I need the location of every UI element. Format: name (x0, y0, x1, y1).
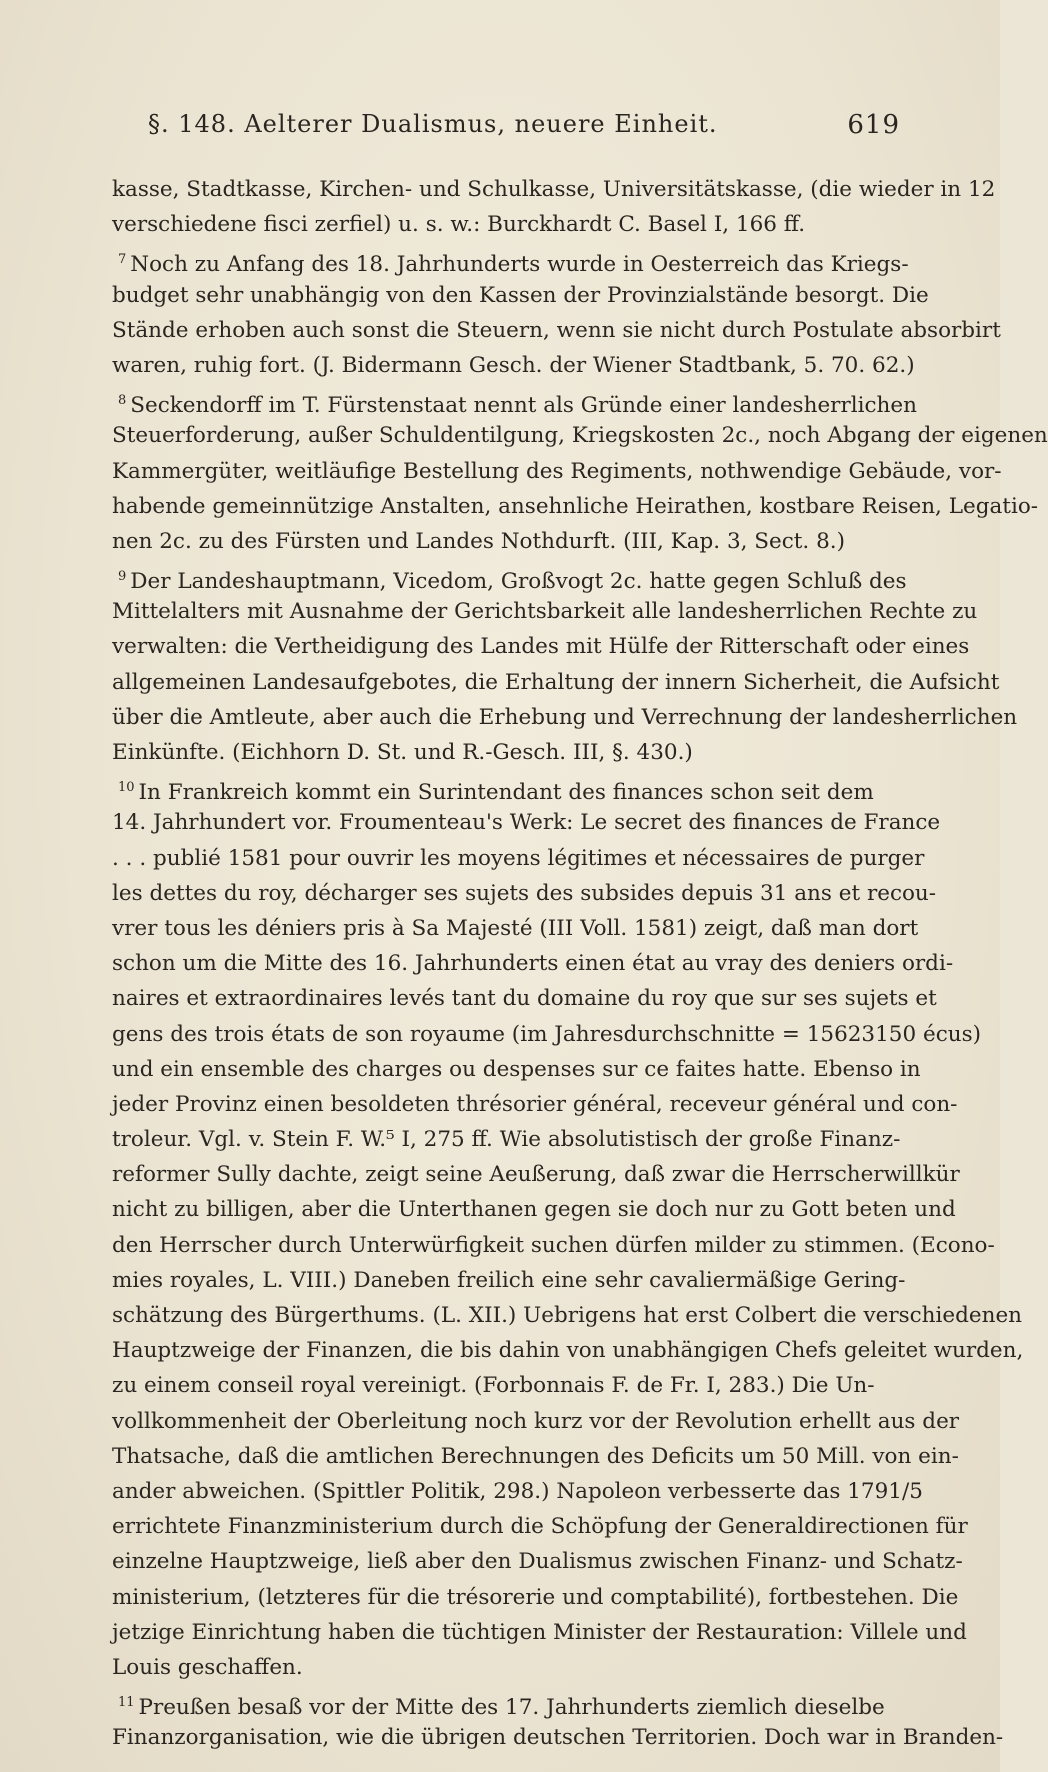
footnote-text-body (112, 172, 1048, 1755)
text-line (112, 1192, 956, 1227)
line-text: nicht zu billigen, aber die Unterthanen gegen sie doch nur zu Gott beten und (112, 1197, 956, 1223)
text-line (112, 1017, 982, 1052)
text-line (112, 1439, 959, 1474)
text-line (112, 876, 937, 911)
line-text: Kammergüter, weitläufige Bestellung des Regiments, nothwendige Gebäude, vor- (112, 458, 1002, 484)
line-text: . . . publié 1581 pour ouvrir les moyens légitimes et nécessaires de purger (112, 845, 925, 871)
line-text: In Frankreich kommt ein Surintendant des finances schon seit dem (138, 780, 874, 806)
text-line (112, 911, 919, 946)
line-text: Hauptzweige der Finanzen, die bis dahin von unabhängigen Chefs geleitet wurden, (112, 1338, 1024, 1364)
line-text: nen 2c. zu des Fürsten und Landes Nothdurft. (III, Kap. 3, Sect. 8.) (112, 528, 846, 554)
text-line (112, 805, 941, 840)
text-line (112, 418, 1048, 453)
text-line (112, 629, 970, 664)
footnote-start-line (112, 559, 907, 595)
footnote-start-line (112, 242, 909, 278)
text-line (112, 207, 900, 242)
text-line (112, 348, 915, 383)
line-text: einzelne Hauptzweige, ließ aber den Dualismus zwischen Finanz- und Schatz- (112, 1549, 963, 1575)
footnote-number: 10 (118, 780, 135, 796)
text-line (112, 665, 1000, 700)
line-text: jetzige Einrichtung haben die tüchtigen Minister der Restauration: Villele und (112, 1619, 967, 1645)
line-text: ministerium, (letzteres für die trésorerie und comptabilité), fortbestehen. Die (112, 1584, 959, 1610)
line-text: waren, ruhig fort. (J. Bidermann Gesch. der Wiener Stadtbank, 5. 70. 62.) (112, 352, 915, 378)
text-line (112, 1474, 923, 1509)
line-text: schätzung des Bürgerthums. (L. XII.) Uebrigens hat erst Colbert die verschiedenen (112, 1303, 1023, 1328)
footnote-number: 9 (118, 569, 127, 585)
line-text: jeder Provinz einen besoldeten thrésorier général, receveur général und con- (112, 1091, 958, 1117)
text-line (112, 1720, 1004, 1755)
line-text: 14. Jahrhundert vor. Froumenteau's Werk: Le secret des finances de France (112, 810, 941, 836)
line-text: troleur. Vgl. v. Stein F. W.⁵ I, 275 ff. Wie absolutistisch der große Finanz- (112, 1127, 901, 1153)
text-line (112, 524, 900, 559)
text-line (112, 1298, 1023, 1333)
line-text: Der Landeshauptmann, Vicedom, Großvogt 2c. hatte gegen Schluß des (130, 569, 907, 595)
line-text: reformer Sully dachte, zeigt seine Aeußerung, daß zwar die Herrscherwillkür (112, 1162, 960, 1188)
footnote-number: 7 (118, 252, 127, 268)
page-header (148, 110, 900, 150)
text-line (112, 946, 954, 981)
line-text: les dettes du roy, décharger ses sujets des subsides depuis 31 ans et recou- (112, 880, 937, 906)
text-line (112, 981, 937, 1016)
line-text: allgemeinen Landesaufgebotes, die Erhaltung der innern Sicherheit, die Aufsicht (112, 669, 1000, 695)
line-text: verwalten: die Vertheidigung des Landes mit Hülfe der Ritterschaft oder eines (112, 634, 970, 660)
text-line (112, 1615, 967, 1650)
text-line (112, 1052, 921, 1087)
text-line (112, 1157, 960, 1192)
text-line (112, 1368, 900, 1403)
line-text: Steuerforderung, außer Schuldentilgung, Kriegskosten 2c., noch Abgang der eigenen (112, 423, 1048, 449)
line-text: Einkünfte. (Eichhorn D. St. und R.-Gesch. III, §. 430.) (112, 740, 693, 765)
text-line (112, 489, 1039, 524)
line-text: gens des trois états de son royaume (im Jahresdurchschnitte = 15623150 écus) (112, 1021, 982, 1047)
line-text: zu einem conseil royal vereinigt. (Forbonnais F. de Fr. I, 283.) Die Un- (112, 1373, 875, 1399)
page-number: 619 (847, 110, 900, 140)
line-text: Stände erhoben auch sonst die Steuern, wenn sie nicht durch Postulate absorbirt (112, 317, 1001, 343)
line-text: Louis geschaffen. (112, 1654, 303, 1680)
text-line (112, 1263, 906, 1298)
footnote-number: 8 (118, 393, 127, 409)
line-text: Preußen besaß vor der Mitte des 17. Jahrhunderts ziemlich dieselbe (138, 1695, 885, 1721)
text-line (112, 1122, 900, 1157)
text-line (112, 278, 929, 313)
footnote-start-line (112, 383, 917, 419)
line-text: vollkommenheit der Oberleitung noch kurz vor der Revolution erhellt aus der (112, 1408, 960, 1434)
line-text: Mittelalters mit Ausnahme der Gerichtsbarkeit alle landesherrlichen Rechte zu (112, 599, 978, 625)
line-text: vrer tous les déniers pris à Sa Majesté (III Voll. 1581) zeigt, daß man dort (112, 915, 919, 941)
line-text: naires et extraordinaires levés tant du domaine du roy que sur ses sujets et (112, 986, 937, 1012)
running-title: §. 148. Aelterer Dualismus, neuere Einheit. (148, 110, 718, 138)
text-line (112, 1650, 900, 1685)
line-text: Noch zu Anfang des 18. Jahrhunderts wurde in Oesterreich das Kriegs- (130, 252, 909, 278)
footnote-start-line (112, 1685, 900, 1720)
text-line (112, 1544, 963, 1579)
line-text: ander abweichen. (Spittler Politik, 298.) Napoleon verbesserte das 1791/5 (112, 1478, 923, 1504)
text-line (112, 594, 978, 629)
text-line (112, 841, 925, 876)
text-line (112, 454, 1002, 489)
line-text: mies royales, L. VIII.) Daneben freilich eine sehr cavaliermäßige Gering- (112, 1267, 906, 1293)
line-text: errichtete Finanzministerium durch die Schöpfung der Generaldirectionen für (112, 1514, 968, 1540)
line-text: und ein ensemble des charges ou despenses sur ce faites hatte. Ebenso in (112, 1056, 921, 1082)
text-line (112, 1333, 1024, 1368)
line-text: budget sehr unabhängig von den Kassen der Provinzialstände besorgt. Die (112, 282, 929, 308)
line-text: Finanzorganisation, wie die übrigen deutschen Territorien. Doch war in Branden- (112, 1725, 1004, 1751)
text-line (112, 1404, 960, 1439)
text-line (112, 735, 900, 770)
line-text: Thatsache, daß die amtlichen Berechnungen des Deficits um 50 Mill. von ein- (112, 1443, 959, 1469)
text-line (112, 1580, 959, 1615)
text-line (112, 700, 1018, 735)
text-line (112, 1087, 958, 1122)
text-line (112, 1509, 968, 1544)
line-text: habende gemeinnützige Anstalten, ansehnliche Heirathen, kostbare Reisen, Legatio- (112, 493, 1039, 519)
text-line (112, 172, 996, 207)
line-text: über die Amtleute, aber auch die Erhebung und Verrechnung der landesherrlichen (112, 704, 1018, 730)
footnote-number: 11 (118, 1695, 135, 1711)
line-text: Seckendorff im T. Fürstenstaat nennt als Gründe einer landesherrlichen (130, 393, 917, 419)
line-text: verschiedene fisci zerfiel) u. s. w.: Burckhardt C. Basel I, 166 ff. (112, 212, 806, 238)
line-text: den Herrscher durch Unterwürfigkeit suchen dürfen milder zu stimmen. (Econo- (112, 1232, 995, 1258)
line-text: schon um die Mitte des 16. Jahrhunderts einen état au vray des deniers ordi- (112, 951, 954, 977)
text-line (112, 313, 1001, 348)
line-text: kasse, Stadtkasse, Kirchen- und Schulkasse, Universitätskasse, (die wieder in 12 (112, 177, 996, 202)
footnote-start-line (112, 770, 900, 805)
text-line (112, 1228, 995, 1263)
